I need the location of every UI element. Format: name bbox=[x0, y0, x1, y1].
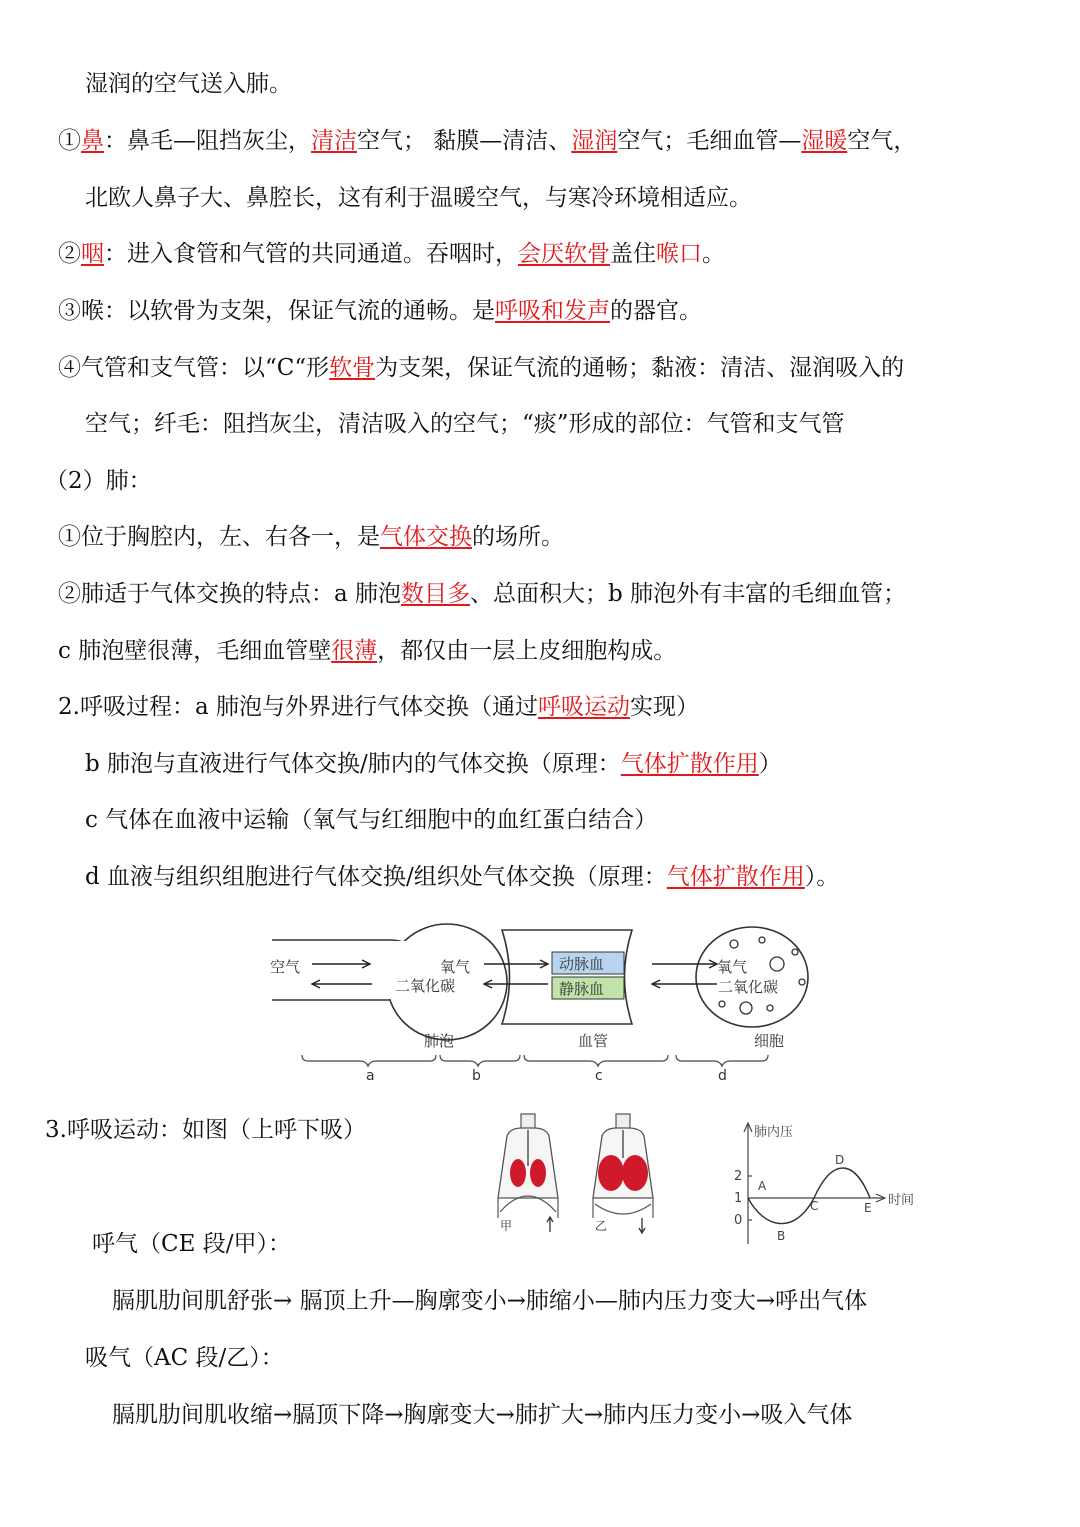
respiration-process bbox=[58, 692, 699, 722]
text-segment: 空气；纤毛：阻挡灰尘，清洁吸入的空气；“痰”形成的部位：气管和支气管 bbox=[85, 411, 845, 437]
highlighted-term: 湿暖 bbox=[801, 128, 848, 154]
highlighted-term: 呼吸运动 bbox=[537, 694, 630, 720]
text-segment: 膈肌肋间肌舒张→ 膈顶上升—胸廓变小→肺缩小—肺内压力变大→呼出气体 bbox=[112, 1288, 868, 1314]
text-segment: ① bbox=[58, 128, 81, 154]
text-segment: ④气管和支气管：以“C“形 bbox=[58, 355, 330, 381]
lung-heading bbox=[45, 466, 152, 496]
cell-co2-label: 二氧化碳 bbox=[718, 978, 779, 996]
highlighted-term: 软骨 bbox=[329, 355, 376, 381]
text-segment: 。 bbox=[702, 241, 725, 267]
segment-b-label: b bbox=[472, 1068, 481, 1084]
text-segment: c 气体在血液中运输（氧气与红细胞中的血红蛋白结合） bbox=[85, 807, 658, 833]
text-segment: 实现） bbox=[629, 694, 699, 720]
point-a-label: A bbox=[758, 1179, 767, 1193]
lung-point-2-cont bbox=[58, 636, 676, 666]
chart-title: 肺内压 bbox=[754, 1125, 794, 1140]
segment-d-label: d bbox=[718, 1068, 727, 1084]
text-segment: 空气； 黏膜—清洁、 bbox=[357, 128, 572, 154]
exhale-process bbox=[112, 1286, 867, 1316]
text-segment: ：进入食管和气管的共同通道。吞咽时， bbox=[104, 241, 518, 267]
text-segment: 吸气（AC 段/乙）： bbox=[85, 1345, 284, 1371]
text-segment: 盖住 bbox=[610, 241, 656, 267]
bell-jar-models bbox=[492, 1108, 672, 1238]
text-segment: ①位于胸腔内，左、右各一，是 bbox=[58, 524, 380, 550]
text-segment: 空气；毛细血管— bbox=[617, 128, 802, 154]
highlighted-term: 很薄 bbox=[331, 638, 378, 664]
highlighted-term: 鼻 bbox=[81, 128, 104, 154]
text-segment: ② bbox=[58, 241, 81, 267]
nose-line bbox=[58, 126, 916, 156]
highlighted-term: 湿润 bbox=[571, 128, 618, 154]
gas-exchange-diagram bbox=[262, 922, 832, 1092]
point-e-label: E bbox=[864, 1201, 872, 1215]
cell-label: 细胞 bbox=[754, 1032, 785, 1050]
bell-jar-exhale bbox=[498, 1114, 558, 1233]
text-segment: （2）肺： bbox=[45, 468, 152, 494]
highlighted-term: 呼吸和发声 bbox=[495, 298, 610, 324]
chart-x-label: 时间 bbox=[888, 1193, 915, 1208]
alveolus-co2-label: 二氧化碳 bbox=[395, 977, 456, 995]
text-segment: 膈肌肋间肌收缩→膈顶下降→胸廓变大→肺扩大→肺内压力变小→吸入气体 bbox=[112, 1402, 853, 1428]
text-segment: ：鼻毛—阻挡灰尘， bbox=[104, 128, 311, 154]
tick-0: 0 bbox=[734, 1213, 743, 1228]
jar-a-label: 甲 bbox=[500, 1219, 513, 1233]
point-d-label: D bbox=[835, 1153, 845, 1167]
lung-point-2 bbox=[58, 579, 906, 609]
text-segment: 、总面积大；b 肺泡外有丰富的毛细血管； bbox=[470, 581, 907, 607]
point-c-label: C bbox=[810, 1199, 819, 1213]
vein-blood-label: 静脉血 bbox=[559, 980, 605, 998]
bell-jar-inhale bbox=[593, 1114, 653, 1233]
text-segment: ②肺适于气体交换的特点：a 肺泡 bbox=[58, 581, 402, 607]
text-segment: ，都仅由一层上皮细胞构成。 bbox=[377, 638, 677, 664]
tick-1: 1 bbox=[734, 1191, 743, 1206]
highlighted-term: 气体扩散作用 bbox=[666, 864, 805, 890]
highlighted-term: 喉口 bbox=[656, 241, 702, 267]
lung-point-1 bbox=[58, 522, 564, 552]
text-segment: 3.呼吸运动：如图（上呼下吸） bbox=[45, 1117, 366, 1143]
nose-line-cont bbox=[85, 183, 752, 213]
text-segment: 的器官。 bbox=[610, 298, 702, 324]
inhale-heading bbox=[85, 1343, 284, 1373]
text-segment: 空气， bbox=[847, 128, 917, 154]
exhale-heading bbox=[92, 1229, 291, 1259]
respiration-process-c bbox=[85, 805, 657, 835]
alveolus-label: 肺泡 bbox=[424, 1032, 455, 1050]
trachea-line-cont bbox=[85, 409, 845, 439]
segment-c-label: c bbox=[595, 1068, 603, 1084]
artery-blood-label: 动脉血 bbox=[559, 955, 605, 973]
text-segment: 2.呼吸过程：a 肺泡与外界进行气体交换（通过 bbox=[58, 694, 538, 720]
text-segment: 湿润的空气送入肺。 bbox=[85, 71, 292, 97]
highlighted-term: 数目多 bbox=[401, 581, 471, 607]
highlighted-term: 会厌软骨 bbox=[518, 241, 610, 267]
text-segment: 北欧人鼻子大、鼻腔长，这有利于温暖空气，与寒冷环境相适应。 bbox=[85, 185, 752, 211]
trachea-line bbox=[58, 353, 904, 383]
inhale-process bbox=[112, 1400, 852, 1430]
highlighted-term: 咽 bbox=[81, 241, 104, 267]
breathing-movement-heading bbox=[45, 1115, 366, 1145]
point-b-label: B bbox=[777, 1229, 786, 1243]
highlighted-term: 清洁 bbox=[311, 128, 357, 154]
pharynx-line bbox=[58, 239, 725, 269]
text-segment: b 肺泡与直液进行气体交换/肺内的气体交换（原理： bbox=[85, 751, 621, 777]
alveolus-o2-label: 氧气 bbox=[440, 958, 471, 976]
lung-pressure-chart bbox=[724, 1118, 944, 1248]
text-line-1 bbox=[85, 69, 292, 99]
highlighted-term: 气体交换 bbox=[380, 524, 472, 550]
text-segment: d 血液与组织组胞进行气体交换/组织处气体交换（原理： bbox=[85, 864, 667, 890]
larynx-line bbox=[58, 296, 702, 326]
text-segment: 为支架，保证气流的通畅；黏液：清洁、湿润吸入的 bbox=[375, 355, 905, 381]
text-segment: ）。 bbox=[804, 864, 840, 890]
vessel-label: 血管 bbox=[578, 1032, 609, 1050]
respiration-process-b bbox=[85, 749, 782, 779]
segment-a-label: a bbox=[366, 1068, 375, 1084]
text-segment: ） bbox=[758, 751, 782, 777]
text-segment: c 肺泡壁很薄，毛细血管壁 bbox=[58, 638, 332, 664]
cell-o2-label: 氧气 bbox=[717, 958, 748, 976]
jar-b-label: 乙 bbox=[595, 1219, 608, 1233]
respiration-process-d bbox=[85, 862, 839, 892]
text-segment: 的场所。 bbox=[472, 524, 564, 550]
highlighted-term: 气体扩散作用 bbox=[620, 751, 759, 777]
air-label: 空气 bbox=[270, 958, 301, 976]
text-segment: 呼气（CE 段/甲）： bbox=[92, 1231, 291, 1257]
tick-2: 2 bbox=[734, 1169, 743, 1184]
text-segment: ③喉：以软骨为支架，保证气流的通畅。是 bbox=[58, 298, 495, 324]
